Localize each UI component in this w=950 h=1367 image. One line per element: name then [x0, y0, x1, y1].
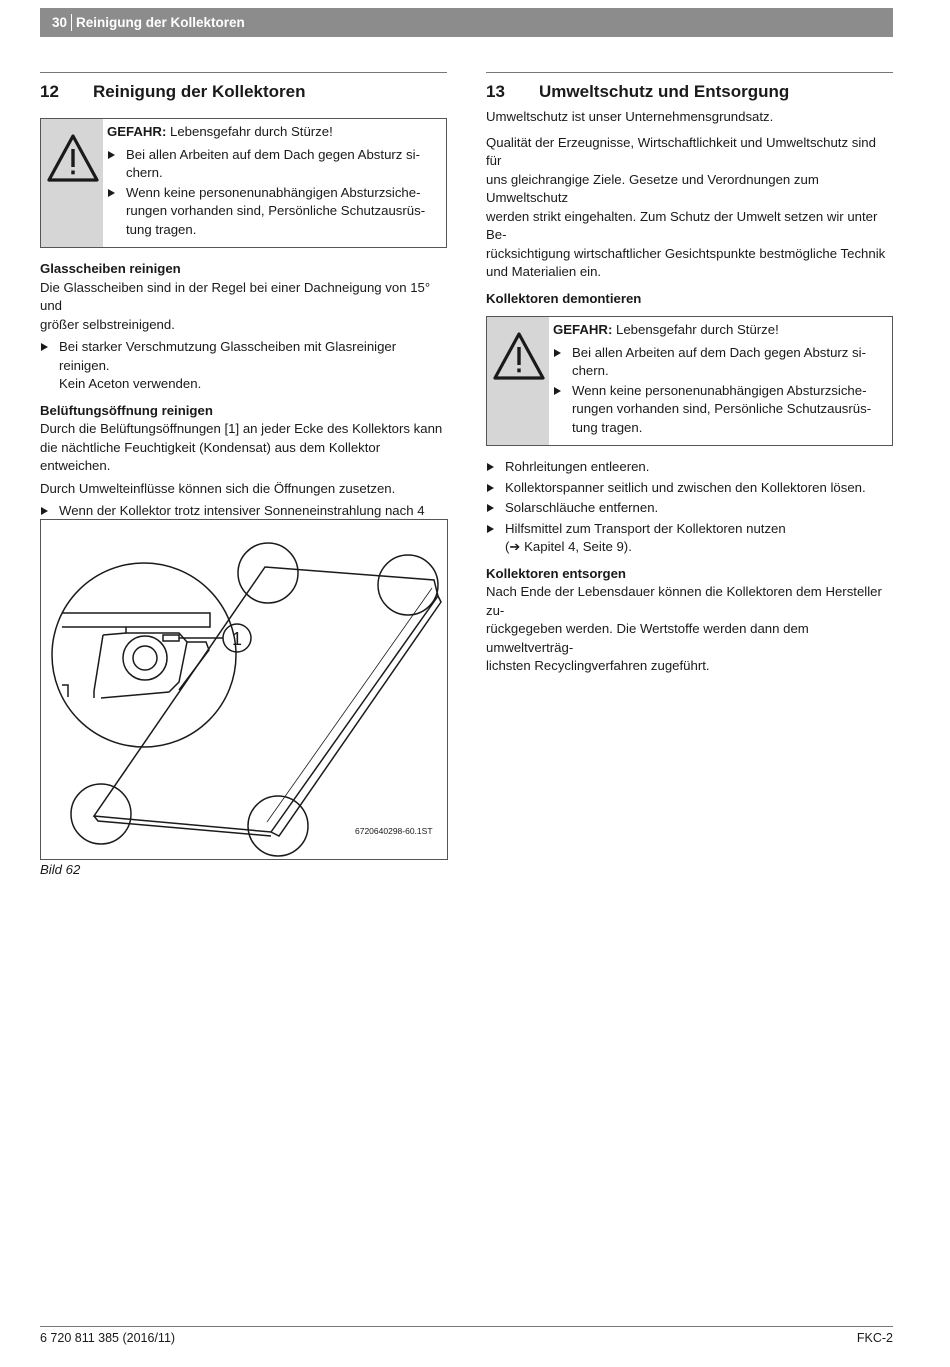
header-separator — [71, 14, 72, 31]
warning-bullet-line: rungen vorhanden sind, Persönliche Schutzausrüs- — [572, 401, 872, 416]
text-line: Qualität der Erzeugnisse, Wirtschaftlichkeit und Umweltschutz sind für — [486, 134, 876, 168]
section-12-heading — [40, 80, 447, 104]
text-line: rücksichtigung wirtschaftlicher Gesichtspunkte bestmögliche Technik — [486, 245, 886, 261]
left-column — [40, 72, 447, 579]
warning-bullet-line: rungen vorhanden sind, Persönliche Schutzausrüs- — [126, 203, 426, 218]
vent-paragraph-2: Durch Umwelteinflüsse können sich die Öffnungen zusetzen. — [40, 480, 396, 496]
warning-bullet — [553, 344, 871, 381]
warning-triangle-icon — [492, 331, 546, 381]
warning-label: GEFAHR: — [107, 124, 167, 139]
header-title: Reinigung der Kollektoren — [76, 15, 245, 30]
section-number: 12 — [40, 82, 59, 101]
warning-text: Lebensgefahr durch Stürze! — [166, 124, 333, 139]
page-number: 30 — [52, 15, 68, 30]
dispose-heading: Kollektoren entsorgen — [486, 565, 626, 581]
section-title: Reinigung der Kollektoren — [93, 82, 306, 101]
page-header — [40, 8, 893, 37]
danger-warning-box — [40, 118, 447, 248]
text-line: Hilfsmittel zum Transport der Kollektoren nutzen — [505, 520, 786, 536]
text-line: uns gleichrangige Ziele. Gesetze und Verordnungen zum Umweltschutz — [486, 171, 819, 205]
text-line: Bei starker Verschmutzung Glasscheiben mit Glasreiniger reinigen. — [59, 339, 397, 373]
warning-bullet — [107, 146, 425, 183]
section-number: 13 — [486, 82, 505, 101]
quality-paragraph — [486, 134, 893, 282]
step-item: Solarschläuche entfernen. — [486, 499, 893, 518]
warning-label: GEFAHR: — [553, 322, 613, 337]
section-title: Umweltschutz und Entsorgung — [539, 82, 790, 101]
text-line: die nächtliche Feuchtigkeit (Kondensat) aus dem Kollektor entweichen. — [40, 439, 381, 473]
chapter-reference: (➔ Kapitel 4, Seite 9). — [505, 539, 632, 554]
warning-bullet-line: Wenn keine personenunabhängigen Absturzsiche- — [126, 184, 421, 200]
step-item: Rohrleitungen entleeren. — [486, 458, 893, 477]
text-line: rückgegeben werden. Die Wertstoffe werden dann dem umweltverträg- — [486, 621, 809, 655]
callout-number: 1 — [231, 629, 243, 649]
collector-illustration — [41, 520, 447, 859]
section-13-heading — [486, 80, 893, 104]
warning-triangle-icon — [46, 133, 100, 183]
warning-bullet-line: chern. — [126, 165, 163, 180]
step-item: Kollektorspanner seitlich und zwischen den Kollektoren lösen. — [486, 479, 893, 498]
warning-bullet-line: tung tragen. — [572, 419, 643, 435]
demount-heading: Kollektoren demontieren — [486, 290, 642, 306]
text-line: Die Glasscheiben sind in der Regel bei einer Dachneigung von 15° und — [40, 279, 431, 313]
figure-caption: Bild 62 — [40, 862, 81, 877]
warning-bullet-line: Bei allen Arbeiten auf dem Dach gegen Absturz si- — [126, 146, 420, 162]
footer-rule — [40, 1326, 893, 1327]
warning-bullet-line: chern. — [572, 363, 609, 378]
warning-sidebar — [487, 317, 549, 445]
text-line: Durch die Belüftungsöffnungen [1] an jeder Ecke des Kollektors kann — [40, 421, 443, 436]
warning-sidebar — [41, 119, 103, 247]
warning-text: Lebensgefahr durch Stürze! — [612, 322, 779, 337]
warning-body — [549, 317, 885, 445]
figure-code: 6720640298-60.1ST — [355, 826, 433, 836]
text-line: und Materialien ein. — [486, 264, 602, 279]
vent-paragraph — [40, 420, 447, 476]
glass-bullet — [40, 338, 447, 394]
text-line: größer selbstreinigend. — [40, 316, 175, 332]
text-line: Kein Aceton verwenden. — [59, 376, 202, 391]
collector-figure — [40, 519, 448, 860]
text-line: Nach Ende der Lebensdauer können die Kollektoren dem Hersteller zu- — [486, 584, 882, 618]
footer-doc-number: 6 720 811 385 (2016/11) — [40, 1331, 176, 1345]
text-line: lichsten Recyclingverfahren zugeführt. — [486, 658, 710, 673]
footer-product: FKC-2 — [856, 1331, 893, 1345]
vent-heading: Belüftungsöffnung reinigen — [40, 402, 213, 418]
warning-bullet-line: Bei allen Arbeiten auf dem Dach gegen Absturz si- — [572, 344, 866, 360]
warning-body — [103, 119, 439, 247]
glass-heading: Glasscheiben reinigen — [40, 261, 181, 276]
glass-paragraph — [40, 279, 447, 335]
section-rule — [40, 72, 447, 73]
dispose-paragraph — [486, 583, 893, 676]
warning-bullet — [107, 184, 425, 240]
step-item — [486, 520, 893, 557]
warning-bullet-line: tung tragen. — [126, 221, 197, 237]
right-column — [486, 72, 893, 680]
warning-bullet — [553, 382, 871, 438]
text-line: werden strikt eingehalten. Zum Schutz der Umwelt setzen wir unter Be- — [486, 208, 878, 242]
section-rule — [486, 72, 893, 73]
text-line: Wenn der Kollektor trotz intensiver Sonneneinstrahlung nach 4 — [59, 503, 425, 518]
warning-bullet-line: Wenn keine personenunabhängigen Absturzsiche- — [572, 382, 867, 398]
danger-warning-box — [486, 316, 893, 446]
intro-paragraph: Umweltschutz ist unser Unternehmensgrundsatz. — [486, 109, 774, 124]
